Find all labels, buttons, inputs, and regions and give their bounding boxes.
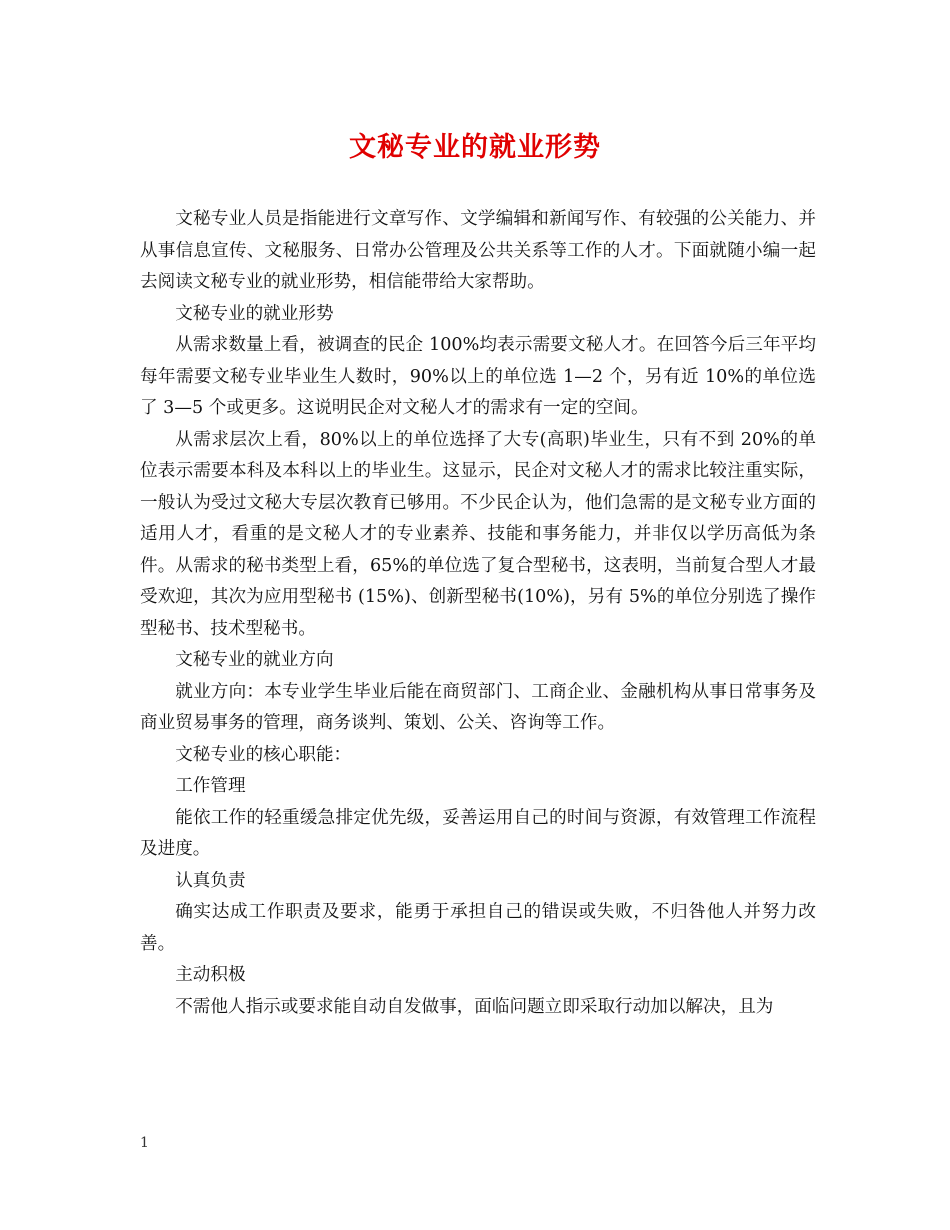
paragraph-responsibility: 确实达成工作职责及要求，能勇于承担自己的错误或失败，不归咎他人并努力改善。 xyxy=(140,902,816,954)
paragraph-employment-direction: 就业方向：本专业学生毕业后能在商贸部门、工商企业、金融机构从事日常事务及商业贸易事务的管理，商务谈判、策划、公关、咨询等工作。 xyxy=(140,681,816,733)
section-heading-core-functions: 文秘专业的核心职能： xyxy=(175,744,352,765)
subheading-work-management: 工作管理 xyxy=(175,776,246,796)
document-title: 文秘专业的就业形势 xyxy=(349,132,601,163)
paragraph-proactive: 不需他人指示或要求能自动自发做事，面临问题立即采取行动加以解决，且为 xyxy=(175,996,774,1017)
page-number: 1 xyxy=(140,1135,149,1151)
subheading-responsibility: 认真负责 xyxy=(175,870,246,891)
subheading-proactive: 主动积极 xyxy=(175,965,246,985)
paragraph-intro: 文秘专业人员是指能进行文章写作、文学编辑和新闻写作、有较强的公关能力、并从事信息宣传、文秘服务、日常办公管理及公共关系等工作的人才。下面就随小编一起去阅读文秘专业的就业形势，相信能带给大家帮助。 xyxy=(140,209,816,292)
document-body xyxy=(140,204,816,1023)
paragraph-work-management: 能依工作的轻重缓急排定优先级，妥善运用自己的时间与资源，有效管理工作流程及进度。 xyxy=(140,807,816,859)
paragraph-demand-quantity: 从需求数量上看，被调查的民企 100%均表示需要文秘人才。在回答今后三年平均每年需要文秘专业毕业生人数时，90%以上的单位选 1—2 个，另有近 10%的单位选了 3—5 个或更多。这说明民企对文秘人才的需求有一定的空间。 xyxy=(140,335,816,418)
section-heading-employment-direction: 文秘专业的就业方向 xyxy=(175,650,334,670)
section-heading-employment-situation: 文秘专业的就业形势 xyxy=(175,303,334,324)
paragraph-demand-level: 从需求层次上看，80%以上的单位选择了大专(高职)毕业生，只有不到 20%的单位表示需要本科及本科以上的毕业生。这显示，民企对文秘人才的需求比较注重实际，一般认为受过文秘大专层次教育已够用。不少民企认为，他们急需的是文秘专业方面的适用人才，看重的是文秘人才的专业素养、技能和事务能力，并非仅以学历高低为条件。从需求的秘书类型上看，65%的单位选了复合型秘书，这表明，当前复合型人才最受欢迎，其次为应用型秘书 (15%)、创新型秘书(10%)，另有 5%的单位分别选了操作型秘书、技术型秘书。 xyxy=(140,429,816,639)
